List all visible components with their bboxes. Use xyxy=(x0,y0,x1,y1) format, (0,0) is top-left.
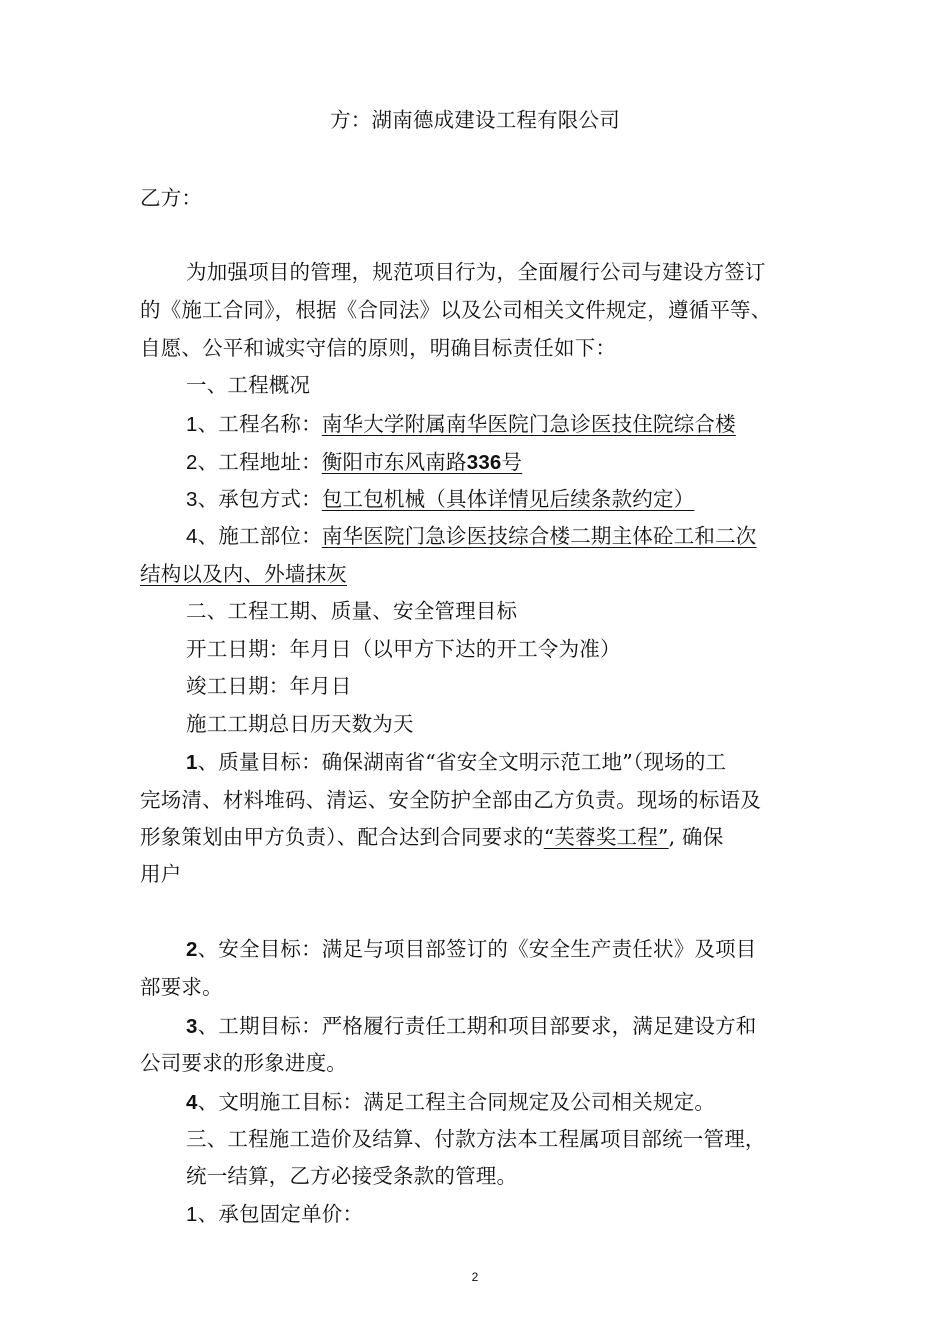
construction-scope-value: 南华医院门急诊医技综合楼二期主体砼工和二次 xyxy=(321,524,757,548)
schedule-target-line-2: 公司要求的形象进度。 xyxy=(140,1051,347,1075)
section2-heading: 二、工程工期、质量、安全管理目标 xyxy=(186,599,518,623)
contract-mode-line xyxy=(186,485,694,514)
field-label: 、施工部位： xyxy=(197,524,322,548)
start-date-line: 开工日期：年月日（以甲方下达的开工令为准） xyxy=(186,637,621,661)
quality-target-line-1: 1、质量目标：确保湖南省“省安全文明示范工地”（现场的工 xyxy=(186,750,727,774)
section1-heading: 一、工程概况 xyxy=(186,373,311,397)
intro-line-3: 自愿、公平和诚实守信的原则，明确目标责任如下： xyxy=(140,336,617,360)
item-number: 3 xyxy=(186,1015,198,1038)
construction-scope-line xyxy=(186,522,757,551)
civil-target-line: 4、文明施工目标：满足工程主合同规定及公司相关规定。 xyxy=(186,1090,716,1114)
party-a-line: 方：湖南德成建设工程有限公司 xyxy=(330,108,620,132)
party-b-line: 乙方： xyxy=(140,186,203,210)
page-number: 2 xyxy=(471,1270,479,1284)
item-number: 4 xyxy=(186,1091,198,1114)
quality-target-line-3: 形象策划由甲方负责）、配合达到合同要求的“芙蓉奖工程”, 确保 xyxy=(140,825,724,849)
field-label: 、承包方式： xyxy=(197,487,322,511)
intro-line-2: 的《施工合同》，根据《合同法》以及公司相关文件规定，遵循平等、 xyxy=(140,298,772,322)
quality-target-line-2: 完场清、材料堆码、清运、安全防护全部由乙方负责。现场的标语及 xyxy=(140,788,761,812)
safety-target-line-2: 部要求。 xyxy=(140,975,223,999)
construction-scope-cont: 结构以及内、外墙抹灰 xyxy=(140,562,347,586)
duration-line: 施工工期总日历天数为天 xyxy=(186,712,414,736)
project-name-value: 南华大学附属南华医院门急诊医技住院综合楼 xyxy=(321,412,736,436)
section3-heading-line-1: 三、工程施工造价及结算、付款方法本工程属项目部统一管理， xyxy=(186,1127,766,1151)
project-address-line xyxy=(186,448,522,477)
item-number: 2 xyxy=(186,938,198,961)
item-number: 4 xyxy=(186,525,198,548)
fixed-unit-price-line: 1、承包固定单价： xyxy=(186,1202,364,1226)
quality-target-line-4: 用户 xyxy=(140,862,182,886)
item-number: 3 xyxy=(186,488,198,511)
project-name-line xyxy=(186,410,736,439)
project-address-value: 衡阳市东风南路336号 xyxy=(321,450,523,474)
item-number: 1 xyxy=(186,751,198,774)
field-label: 、工程名称： xyxy=(197,412,322,436)
end-date-line: 竣工日期：年月日 xyxy=(186,674,352,698)
award-name: “芙蓉奖工程” xyxy=(543,825,669,849)
item-number: 2 xyxy=(186,451,198,474)
contract-mode-value: 包工包机械（具体详情见后续条款约定） xyxy=(321,487,695,511)
schedule-target-line-1: 3、工期目标：严格履行责任工期和项目部要求，满足建设方和 xyxy=(186,1014,757,1038)
item-number: 1 xyxy=(186,413,198,436)
section3-heading-line-2: 统一结算，乙方必接受条款的管理。 xyxy=(186,1164,518,1188)
item-number: 1 xyxy=(186,1203,198,1226)
intro-line-1: 为加强项目的管理，规范项目行为，全面履行公司与建设方签订 xyxy=(186,260,766,284)
safety-target-line-1: 2、安全目标：满足与项目部签订的《安全生产责任状》及项目 xyxy=(186,937,757,961)
field-label: 、工程地址： xyxy=(197,450,322,474)
